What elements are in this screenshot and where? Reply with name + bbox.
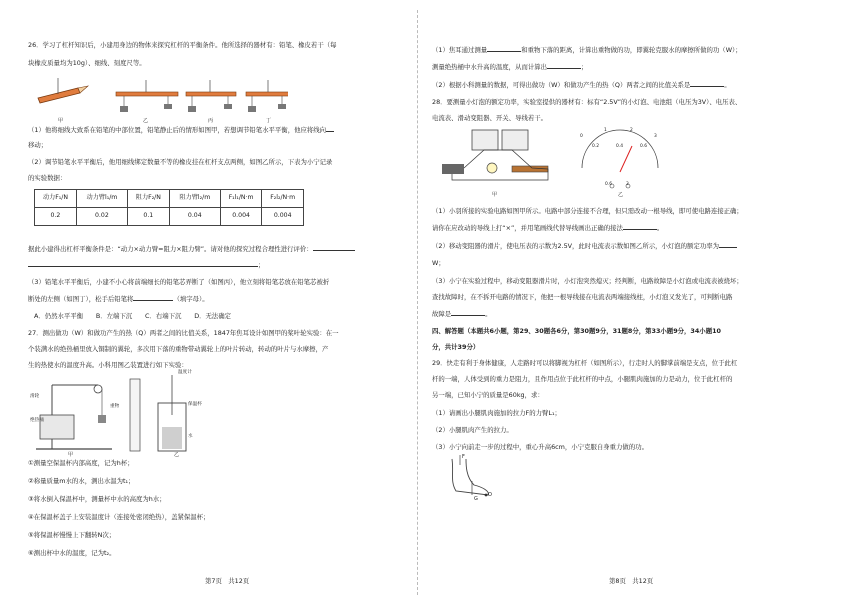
q28-sub1-text: 请你在应改动的导线上打“×”，并用笔画线代替导线画出正确的接法	[432, 224, 623, 232]
fig-label-a: 甲	[492, 192, 498, 198]
table-cell: 0.004	[220, 208, 262, 226]
q26-sub2-line1: （2）调节铅笔水平平衡后，他用细线绑定数量不等的橡皮挂在杠杆支点两侧，如图乙所示，下表为小宁记录	[28, 158, 333, 166]
q29-line2: 杆的一端，人体受到的重力是阻力，且作用点位于此杠杆的中点，小腿肌肉施加的力是动力，位于此杠杆的	[432, 375, 733, 383]
q27-sub1-text: （1）焦耳通过测量	[432, 46, 488, 54]
q28-sub1-line1: （1）小羽所接的实验电路如图甲所示。电路中部分连接不合理，但只需改动一根导线，即可使电路连接正确；	[432, 207, 743, 215]
table-cell: 0.1	[127, 208, 169, 226]
fig-label-b: 乙	[618, 192, 624, 198]
q28-sub3-line2: 查找故障时，在不拆开电路的情况下，他把一根导线接在电流表两端接线柱，小灯泡又发光了，可判断电路	[432, 293, 733, 301]
q27-sub2-text: （2）根据小科测量的数据，可得出做功（W）和做功产生的热（Q）两者之间的比值关系是	[432, 81, 691, 89]
q28-sub3-end: 。	[485, 310, 492, 318]
table-header-cell: 动力臂l₁/m	[76, 190, 127, 208]
q29-line1: 29．快走有利于身体健康，人走路时可以将脚视为杠杆（如图所示），行走时人的脚掌前端是支点，位于此杠	[432, 359, 738, 367]
q26-sub1-line2: 移动；	[28, 141, 48, 149]
meter-tick-1: 1	[604, 128, 607, 133]
table-header-cell: 阻力F₂/N	[127, 190, 169, 208]
meter-tick-0: 0	[580, 134, 583, 139]
ammeter-dial	[582, 130, 658, 188]
page-divider	[417, 10, 418, 595]
q27-line3: 生的热使水的温度升高。小科用图乙装置进行如下实验：	[28, 361, 188, 369]
answer-blank[interactable]	[547, 61, 581, 69]
meter-tick-3: 3	[654, 134, 657, 139]
q26-sub1-line1	[28, 124, 334, 136]
pencil-figure-d	[246, 80, 288, 112]
q26-eval-line2	[28, 259, 264, 271]
q26-sub3-line2	[28, 293, 209, 305]
meter-tick-0.4: 0.4	[616, 144, 623, 149]
fig-label-a: 甲	[68, 452, 74, 458]
q28-line1: 28．要测量小灯泡的额定功率，实验室提供的器材有：标有“2.5V”的小灯泡、电池组（电压为3V）、电压表、	[432, 98, 742, 106]
q27-sub2-line	[432, 79, 731, 91]
label-thermometer: 温度计	[178, 370, 192, 375]
pencil-figure-c	[186, 80, 236, 112]
label-water: 水	[188, 434, 193, 439]
q27-sub1-text3: 测量绝热桶中水升高的温度，从而计算出	[432, 63, 548, 71]
thermos-figure	[158, 375, 186, 451]
answer-blank[interactable]	[719, 240, 737, 248]
q29-sub1: （1）请画出小腿肌肉施加的拉力F的力臂L₁；	[432, 409, 561, 417]
q27-figure	[32, 375, 232, 457]
q28-sub2-text: （2）移动变阻器的滑片，使电压表的示数为2.5V，此时电流表示数如图乙所示，小灯泡的额定功率为	[432, 242, 720, 250]
q26-eval-end: ；	[258, 261, 265, 269]
q28-sub2-line1	[432, 240, 737, 252]
answer-blank[interactable]	[133, 293, 173, 301]
table-cell: 0.02	[76, 208, 127, 226]
fig-label-c: 丙	[208, 118, 214, 124]
label-pulley: 滑轮	[30, 394, 40, 399]
meter-tick-2: 2	[630, 128, 633, 133]
pencil-figure-a	[38, 78, 88, 103]
section-heading: 四、解答题（本题共6小题，第29、30题各6分，第30题9分，31题8分，第33小题9分，34小题10	[432, 327, 721, 335]
right-page	[432, 0, 832, 608]
q26-eval-text: 据此小建得出杠杆平衡条件是：“动力×动力臂=阻力×阻力臂”。请对他的探究过程合理性进行评价：	[28, 245, 313, 253]
q26-sub3-text: 断处的左侧（如图丁），松手后铅笔将	[28, 295, 134, 303]
q26-eval-line1	[28, 243, 355, 255]
table-row	[35, 208, 304, 226]
q27-line2: 个装满水的绝热桶里放入铜制的翼轮，多次用下落的重物带动翼轮上的叶片转动，转动的叶片与水摩擦，产	[28, 345, 329, 353]
page-number-left: 第7页 共12页	[205, 577, 250, 585]
q28-sub1-end: 。	[656, 224, 664, 232]
joule-apparatus-figure	[36, 385, 112, 449]
q28-sub3-line3	[432, 308, 492, 320]
q26-options: A．仍然水平平衡 B．左端下沉 C．右端下沉 D．无法确定	[34, 312, 232, 320]
answer-blank[interactable]	[487, 44, 521, 52]
q26-figure	[28, 78, 288, 122]
fig-label-b: 乙	[143, 118, 149, 124]
answer-blank[interactable]	[326, 124, 334, 132]
table-cell: 0.004	[262, 208, 304, 226]
meter-tick-0.6: 0.6	[640, 144, 647, 149]
answer-blank[interactable]	[623, 222, 657, 230]
label-force-f: F	[462, 454, 465, 460]
table-header-cell: 阻力臂l₂/m	[169, 190, 220, 208]
table-header-row	[35, 190, 304, 208]
ruler-figure	[130, 379, 140, 451]
q29-sub3: （3）小宁向前走一步的过程中，重心升高6cm，小宁克服自身重力做的功。	[432, 443, 648, 451]
fig-label-b: 乙	[174, 452, 180, 458]
q27-step4: ④在保温杯盖子上安装温度计（连接处密闭绝热），盖紧保温杯；	[28, 513, 210, 521]
q29-sub2: （2）小腿肌肉产生的拉力。	[432, 426, 513, 434]
terminal-label-3: 3	[626, 182, 629, 187]
foot-lever-figure	[452, 455, 488, 496]
q27-sub1-line1	[432, 44, 742, 56]
q29-line3: 另一端，已知小宁的质量是60kg，求：	[432, 391, 544, 399]
q26-intro-line2: 块橡皮质量均为10g）、细线、刻度尺等。	[28, 59, 146, 67]
q26-data-table	[34, 189, 304, 226]
meter-tick-0.2: 0.2	[592, 144, 599, 149]
label-weight: 重物	[110, 404, 120, 409]
circuit-diagram	[442, 130, 548, 180]
terminal-label-0.6: 0.6	[605, 182, 612, 187]
fig-label-a: 甲	[58, 118, 64, 124]
q28-sub1-line2	[432, 222, 663, 234]
table-header-cell: 动力F₁/N	[35, 190, 77, 208]
label-gravity-g: G	[474, 496, 478, 502]
q27-step1: ①测量空保温杯内部高度，记为h杯；	[28, 459, 134, 467]
q27-sub1-line2	[432, 61, 587, 73]
q27-sub1-text2: 和重物下落的距离，计算出重物做的功，即翼轮克服水的摩擦所做的功（W）；	[521, 46, 742, 54]
q27-step3: ③将水倒入保温杯中，测量杯中水的高度为h水；	[28, 495, 166, 503]
q27-step2: ②称量质量m水的水，测出水温为t₁；	[28, 477, 135, 485]
q26-sub3-line1: （3）铅笔水平平衡后，小建不小心将前端细长的铅笔芯弄断了（如图丙），他立刻将铅笔芯放在铅笔芯被折	[28, 278, 330, 286]
left-page	[28, 0, 404, 608]
table-cell: 0.2	[35, 208, 77, 226]
q26-intro-line1: 26．学习了杠杆知识后，小建用身边的物体来探究杠杆的平衡条件。他所选择的器材有：铅笔、橡皮若干（每	[28, 41, 337, 49]
q26-sub1-text: （1）他将细线大致系在铅笔的中部位置，铅笔静止后的情形如图甲，若想调节铅笔水平平衡，他应将线向	[28, 126, 327, 134]
label-insulated-bucket: 绝热桶	[30, 418, 44, 423]
q28-sub3-line1: （3）小宁在实验过程中，移动变阻器滑片时，小灯泡突然熄灭；经判断，电路故障是小灯泡或电流表被烧坏；	[432, 277, 743, 285]
label-pivot-o: O	[488, 492, 492, 498]
q27-step6: ⑥测出杯中水的温度，记为t₂。	[28, 549, 116, 557]
q27-line1: 27．测出做功（W）和做功产生的热（Q）两者之间的比值关系，1847年焦耳设计如图甲的桨叶轮实验：在一	[28, 329, 339, 337]
table-cell: 0.04	[169, 208, 220, 226]
q26-sub3-end: （填字母）。	[173, 295, 209, 303]
answer-blank[interactable]	[451, 308, 485, 316]
section-heading-cont: 分，共计39分）	[432, 343, 480, 351]
page-number-right: 第8页 共12页	[609, 577, 654, 585]
pencil-figure-b	[116, 80, 178, 112]
table-header-cell: F₂l₂/N·m	[262, 190, 304, 208]
answer-blank[interactable]	[313, 243, 355, 251]
q28-sub2-line2: W；	[432, 259, 445, 267]
q27-step5: ⑤将保温杯慢慢上下翻转N次；	[28, 531, 116, 539]
q26-sub2-line2: 的实验数据：	[28, 174, 67, 182]
q28-sub3-text: 故障是	[432, 310, 452, 318]
q27-sub2-end: 。	[724, 81, 731, 89]
fig-label-d: 丁	[266, 118, 272, 124]
q28-line2: 电流表、滑动变阻器、开关、导线若干。	[432, 114, 548, 122]
table-header-cell: F₁l₁/N·m	[220, 190, 262, 208]
answer-blank[interactable]	[28, 259, 258, 267]
q27-sub1-end: ；	[581, 63, 588, 71]
answer-blank[interactable]	[690, 79, 724, 87]
q28-figure	[432, 128, 762, 198]
label-thermos: 保温杯	[188, 402, 202, 407]
